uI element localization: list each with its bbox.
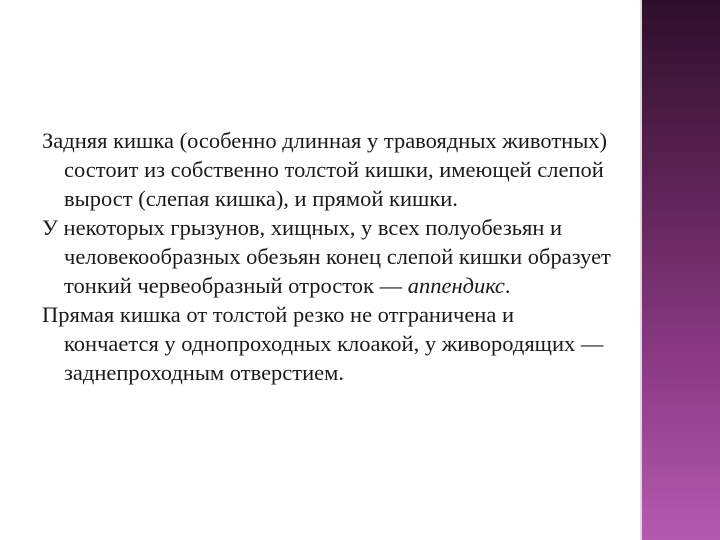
sidebar-divider <box>622 0 642 540</box>
paragraph-2 <box>42 213 612 300</box>
decorative-sidebar <box>642 0 720 540</box>
appendix-term: аппендикс <box>407 273 505 298</box>
paragraph-2-end: . <box>504 273 511 298</box>
slide-body <box>42 126 612 387</box>
paragraph-1: Задняя кишка (особенно длинная у травоядных животных) состоит из собственно толстой кишки, имеющей слепой вырост (слепая кишка), и прямой кишки. <box>42 128 608 211</box>
paragraph-2-text: У некоторых грызунов, хищных, у всех полуобезьян и человекообразных обезьян конец слепой кишки образует тонкий червеобразный отросток — <box>42 215 611 298</box>
paragraph-3: Прямая кишка от толстой резко не отграничена и кончается у однопроходных клоакой, у живородящих — заднепроходным отверстием. <box>42 302 604 385</box>
